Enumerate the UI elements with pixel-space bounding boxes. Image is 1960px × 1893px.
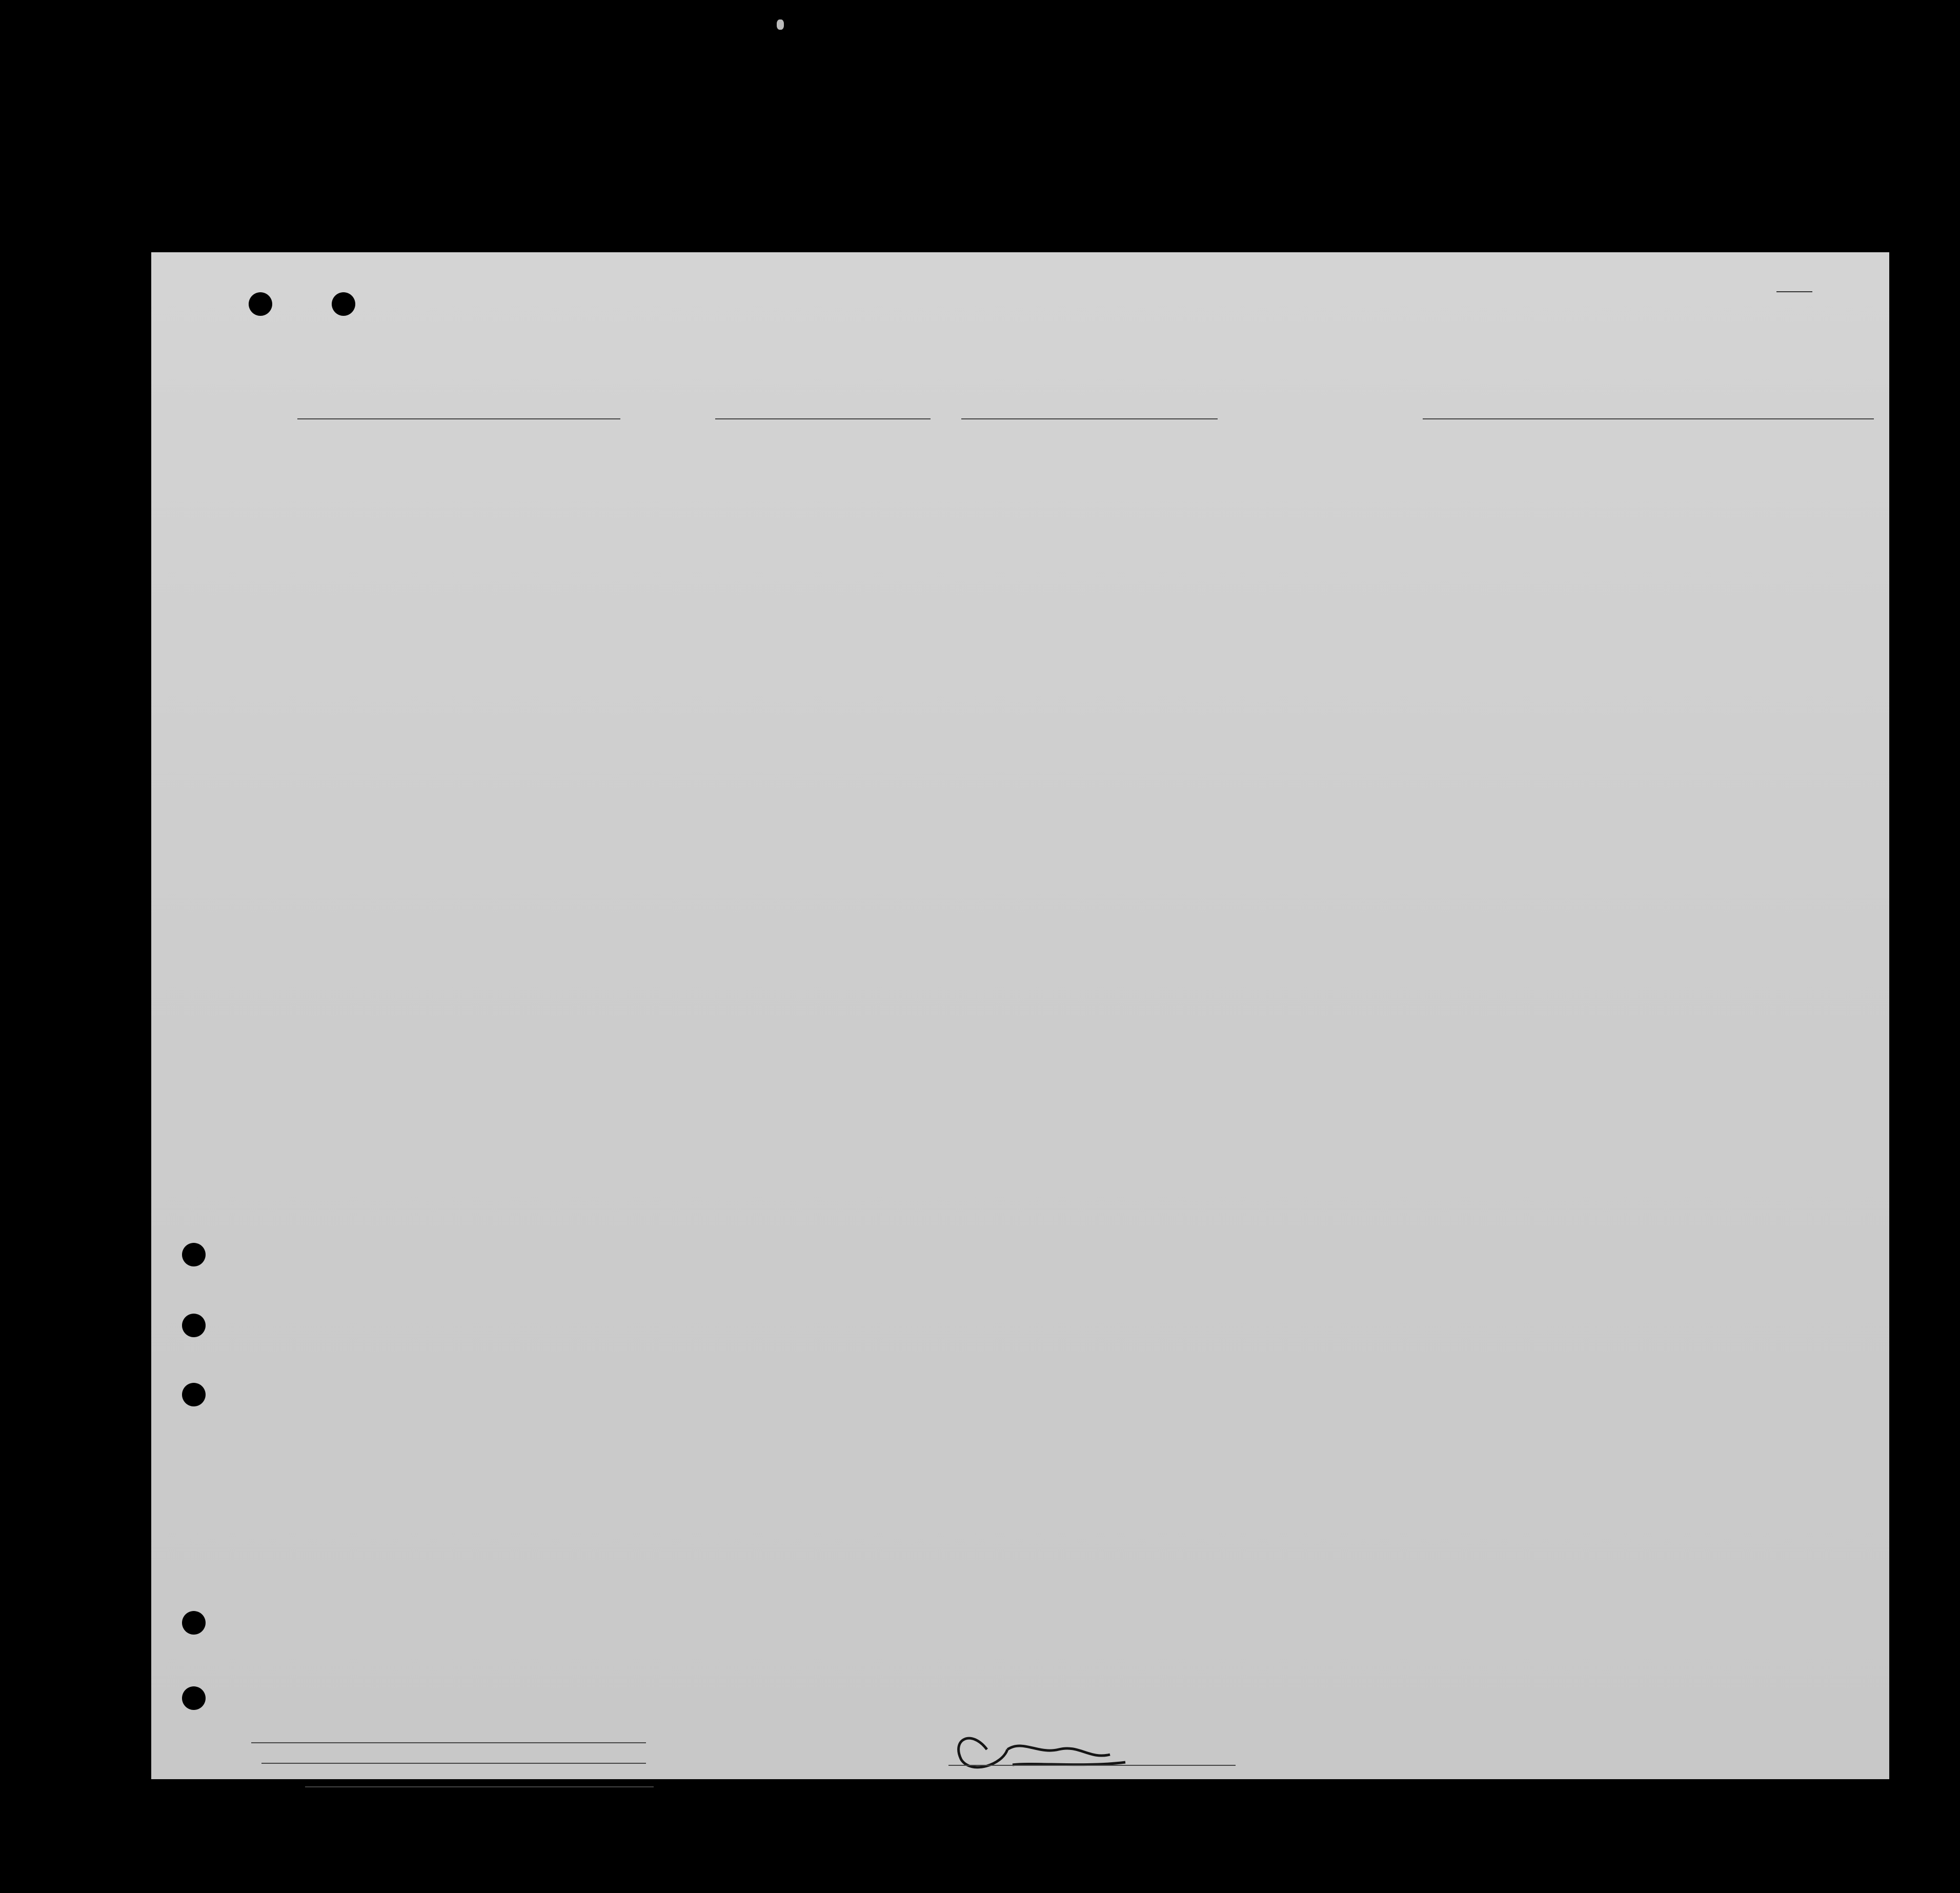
punch-hole [249, 292, 272, 316]
handwritten-vessel-name [172, 447, 223, 1165]
punch-hole [182, 1383, 206, 1406]
punch-hole [182, 1611, 206, 1635]
side-date-stamp [182, 273, 213, 406]
punch-hole [182, 1314, 206, 1337]
sheet-number [1776, 278, 1812, 292]
punch-hole [332, 292, 355, 316]
film-mark [777, 19, 784, 30]
punch-hole [182, 1686, 206, 1710]
vessel-line [203, 391, 1869, 421]
inspector-signature [818, 1719, 1238, 1785]
punch-hole [182, 1243, 206, 1266]
manifest-sheet [151, 252, 1889, 1779]
